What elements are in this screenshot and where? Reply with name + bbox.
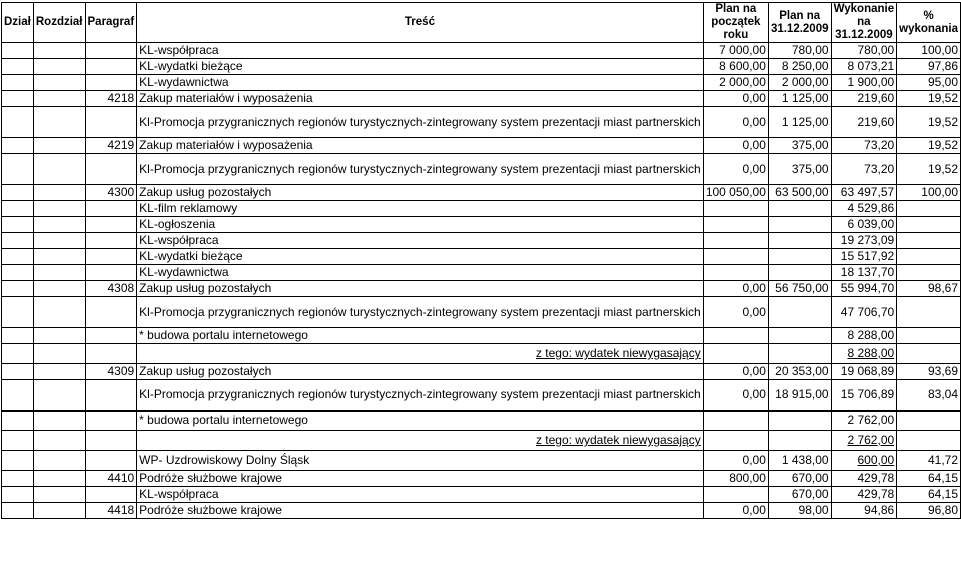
paragraf-cell: 4308 <box>85 281 137 297</box>
tresc-text: z tego: wydatek niewygasający <box>535 346 701 360</box>
plan-start-cell <box>703 328 768 344</box>
wykonanie-cell <box>831 411 897 431</box>
wykonanie-cell <box>831 75 897 91</box>
rozdzial-cell <box>33 503 85 519</box>
wykonanie-cell <box>831 138 897 154</box>
plan-end-cell: 56 750,00 <box>768 281 831 297</box>
dzial-cell <box>2 344 34 364</box>
dzial-cell <box>2 431 34 451</box>
tresc-text: Kl-Promocja przygranicznych regionów turystycznych-zintegrowany system prezentacji miast partnerskich <box>139 304 701 319</box>
dzial-cell <box>2 265 34 281</box>
table-row <box>2 411 961 431</box>
wykonanie-value: 73,20 <box>864 161 895 176</box>
tresc-text: Podróże służbowe krajowe <box>139 471 282 485</box>
header-rozdzial: Rozdział <box>33 3 85 43</box>
table-row <box>2 265 961 281</box>
wykonanie-value: 47 706,70 <box>840 304 895 319</box>
wykonanie-value: 73,20 <box>864 138 895 152</box>
procent-cell: 83,04 <box>897 380 961 411</box>
tresc-cell <box>137 471 704 487</box>
tresc-text: KL-współpraca <box>139 233 219 247</box>
rozdzial-cell <box>33 43 85 59</box>
paragraf-cell <box>85 75 137 91</box>
dzial-cell <box>2 364 34 380</box>
wykonanie-cell <box>831 503 897 519</box>
procent-cell: 93,69 <box>897 364 961 380</box>
budget-table <box>1 2 961 519</box>
table-row <box>2 503 961 519</box>
tresc-cell <box>137 91 704 107</box>
wykonanie-value: 429,78 <box>857 487 895 501</box>
tresc-text: KL-współpraca <box>139 43 219 57</box>
rozdzial-cell <box>33 233 85 249</box>
table-row <box>2 297 961 328</box>
procent-cell <box>897 411 961 431</box>
plan-end-cell: 63 500,00 <box>768 185 831 201</box>
procent-cell: 100,00 <box>897 185 961 201</box>
paragraf-cell <box>85 380 137 411</box>
plan-start-cell <box>703 344 768 364</box>
plan-start-cell: 0,00 <box>703 281 768 297</box>
paragraf-cell <box>85 217 137 233</box>
plan-end-cell <box>768 411 831 431</box>
plan-end-cell: 780,00 <box>768 43 831 59</box>
procent-cell: 64,15 <box>897 487 961 503</box>
wykonanie-cell <box>831 43 897 59</box>
dzial-cell <box>2 297 34 328</box>
paragraf-cell <box>85 201 137 217</box>
paragraf-cell <box>85 265 137 281</box>
wykonanie-value: 4 529,86 <box>847 201 895 215</box>
wykonanie-cell <box>831 201 897 217</box>
dzial-cell <box>2 217 34 233</box>
tresc-cell <box>137 107 704 138</box>
table-row <box>2 185 961 201</box>
wykonanie-cell <box>831 265 897 281</box>
dzial-cell <box>2 411 34 431</box>
tresc-cell <box>137 364 704 380</box>
rozdzial-cell <box>33 471 85 487</box>
wykonanie-cell <box>831 249 897 265</box>
wykonanie-cell <box>831 328 897 344</box>
tresc-cell <box>137 265 704 281</box>
wykonanie-value: 19 273,09 <box>840 233 895 247</box>
tresc-text: Zakup usług pozostałych <box>139 185 272 199</box>
procent-cell: 41,72 <box>897 451 961 471</box>
table-row <box>2 154 961 185</box>
rozdzial-cell <box>33 107 85 138</box>
wykonanie-value: 1 900,00 <box>847 75 895 89</box>
paragraf-cell <box>85 154 137 185</box>
plan-end-cell <box>768 265 831 281</box>
paragraf-cell <box>85 487 137 503</box>
dzial-cell <box>2 471 34 487</box>
header-dzial: Dział <box>2 3 34 43</box>
wykonanie-cell <box>831 487 897 503</box>
wykonanie-value: 18 137,70 <box>840 265 895 279</box>
dzial-cell <box>2 107 34 138</box>
paragraf-cell: 4309 <box>85 364 137 380</box>
procent-cell: 19,52 <box>897 91 961 107</box>
plan-start-cell <box>703 431 768 451</box>
rozdzial-cell <box>33 297 85 328</box>
tresc-cell <box>137 431 704 451</box>
wykonanie-cell <box>831 217 897 233</box>
tresc-cell <box>137 297 704 328</box>
table-body <box>2 43 961 519</box>
plan-end-cell: 18 915,00 <box>768 380 831 411</box>
wykonanie-cell <box>831 233 897 249</box>
tresc-text: Zakup usług pozostałych <box>139 364 272 378</box>
rozdzial-cell <box>33 217 85 233</box>
table-row <box>2 201 961 217</box>
table-row <box>2 487 961 503</box>
dzial-cell <box>2 281 34 297</box>
procent-cell: 19,52 <box>897 138 961 154</box>
plan-start-cell: 0,00 <box>703 503 768 519</box>
tresc-cell <box>137 75 704 91</box>
rozdzial-cell <box>33 344 85 364</box>
header-wykonanie: Wykonanie na 31.12.2009 <box>831 3 897 43</box>
tresc-cell <box>137 59 704 75</box>
procent-cell: 100,00 <box>897 43 961 59</box>
procent-cell <box>897 233 961 249</box>
wykonanie-value: 219,60 <box>857 91 895 105</box>
paragraf-cell <box>85 431 137 451</box>
tresc-cell <box>137 43 704 59</box>
tresc-cell <box>137 154 704 185</box>
dzial-cell <box>2 233 34 249</box>
table-row <box>2 107 961 138</box>
tresc-text: z tego: wydatek niewygasający <box>535 433 701 447</box>
tresc-text: * budowa portalu internetowego <box>139 413 308 428</box>
tresc-cell <box>137 411 704 431</box>
plan-end-cell: 20 353,00 <box>768 364 831 380</box>
rozdzial-cell <box>33 138 85 154</box>
tresc-text: Kl-Promocja przygranicznych regionów turystycznych-zintegrowany system prezentacji miast partnerskich <box>139 387 701 402</box>
wykonanie-value: 780,00 <box>857 43 895 57</box>
plan-end-cell: 670,00 <box>768 471 831 487</box>
dzial-cell <box>2 43 34 59</box>
procent-cell: 95,00 <box>897 75 961 91</box>
table-row <box>2 380 961 411</box>
wykonanie-cell <box>831 431 897 451</box>
paragraf-cell <box>85 233 137 249</box>
dzial-cell <box>2 75 34 91</box>
procent-cell <box>897 217 961 233</box>
dzial-cell <box>2 328 34 344</box>
paragraf-cell: 4219 <box>85 138 137 154</box>
wykonanie-cell <box>831 185 897 201</box>
procent-cell <box>897 249 961 265</box>
paragraf-cell <box>85 249 137 265</box>
tresc-text: KL-współpraca <box>139 487 219 501</box>
tresc-text: KL-wydawnictwa <box>139 265 229 279</box>
tresc-cell <box>137 249 704 265</box>
tresc-cell <box>137 344 704 364</box>
tresc-cell <box>137 503 704 519</box>
header-plan-end: Plan na 31.12.2009 <box>768 3 831 43</box>
plan-end-cell: 2 000,00 <box>768 75 831 91</box>
paragraf-cell: 4218 <box>85 91 137 107</box>
plan-start-cell <box>703 201 768 217</box>
plan-start-cell: 0,00 <box>703 297 768 328</box>
tresc-cell <box>137 138 704 154</box>
tresc-cell <box>137 487 704 503</box>
tresc-cell <box>137 201 704 217</box>
rozdzial-cell <box>33 154 85 185</box>
wykonanie-cell <box>831 364 897 380</box>
dzial-cell <box>2 380 34 411</box>
plan-end-cell <box>768 344 831 364</box>
plan-end-cell <box>768 217 831 233</box>
tresc-text: * budowa portalu internetowego <box>139 328 308 342</box>
plan-start-cell: 100 050,00 <box>703 185 768 201</box>
rozdzial-cell <box>33 265 85 281</box>
plan-start-cell: 0,00 <box>703 138 768 154</box>
wykonanie-value: 6 039,00 <box>847 217 895 231</box>
paragraf-cell <box>85 344 137 364</box>
procent-cell <box>897 328 961 344</box>
table-row <box>2 138 961 154</box>
wykonanie-cell <box>831 344 897 364</box>
table-row <box>2 249 961 265</box>
rozdzial-cell <box>33 487 85 503</box>
procent-cell: 64,15 <box>897 471 961 487</box>
wykonanie-value: 55 994,70 <box>840 281 895 295</box>
rozdzial-cell <box>33 185 85 201</box>
wykonanie-cell <box>831 451 897 471</box>
tresc-text: Podróże służbowe krajowe <box>139 503 282 517</box>
plan-start-cell: 0,00 <box>703 107 768 138</box>
paragraf-cell <box>85 43 137 59</box>
tresc-text: KL-wydatki bieżące <box>139 249 243 263</box>
rozdzial-cell <box>33 431 85 451</box>
rozdzial-cell <box>33 59 85 75</box>
tresc-text: Kl-Promocja przygranicznych regionów turystycznych-zintegrowany system prezentacji miast partnerskich <box>139 114 701 129</box>
tresc-text: KL-wydawnictwa <box>139 75 229 89</box>
tresc-text: Zakup materiałów i wyposażenia <box>139 91 313 105</box>
wykonanie-cell <box>831 281 897 297</box>
procent-cell <box>897 431 961 451</box>
dzial-cell <box>2 503 34 519</box>
paragraf-cell: 4418 <box>85 503 137 519</box>
paragraf-cell <box>85 107 137 138</box>
table-row <box>2 217 961 233</box>
wykonanie-cell <box>831 107 897 138</box>
table-row <box>2 281 961 297</box>
paragraf-cell: 4300 <box>85 185 137 201</box>
plan-start-cell <box>703 217 768 233</box>
table-row <box>2 344 961 364</box>
plan-start-cell: 0,00 <box>703 91 768 107</box>
plan-start-cell <box>703 249 768 265</box>
plan-end-cell: 375,00 <box>768 154 831 185</box>
rozdzial-cell <box>33 91 85 107</box>
rozdzial-cell <box>33 411 85 431</box>
plan-start-cell: 0,00 <box>703 154 768 185</box>
dzial-cell <box>2 487 34 503</box>
rozdzial-cell <box>33 249 85 265</box>
plan-end-cell: 670,00 <box>768 487 831 503</box>
table-row <box>2 91 961 107</box>
plan-start-cell: 0,00 <box>703 380 768 411</box>
wykonanie-value: 8 288,00 <box>847 328 895 342</box>
procent-cell <box>897 265 961 281</box>
wykonanie-cell <box>831 380 897 411</box>
tresc-cell <box>137 281 704 297</box>
wykonanie-cell <box>831 59 897 75</box>
paragraf-cell <box>85 297 137 328</box>
wykonanie-value: 8 288,00 <box>847 346 895 360</box>
plan-start-cell: 800,00 <box>703 471 768 487</box>
procent-cell: 98,67 <box>897 281 961 297</box>
dzial-cell <box>2 59 34 75</box>
plan-start-cell <box>703 265 768 281</box>
plan-start-cell <box>703 411 768 431</box>
rozdzial-cell <box>33 281 85 297</box>
wykonanie-cell <box>831 154 897 185</box>
table-row <box>2 43 961 59</box>
plan-start-cell: 0,00 <box>703 451 768 471</box>
plan-end-cell: 1 125,00 <box>768 91 831 107</box>
plan-end-cell: 1 438,00 <box>768 451 831 471</box>
tresc-cell <box>137 328 704 344</box>
rozdzial-cell <box>33 364 85 380</box>
procent-cell <box>897 201 961 217</box>
plan-start-cell: 2 000,00 <box>703 75 768 91</box>
dzial-cell <box>2 154 34 185</box>
plan-end-cell: 1 125,00 <box>768 107 831 138</box>
tresc-cell <box>137 233 704 249</box>
paragraf-cell: 4410 <box>85 471 137 487</box>
wykonanie-value: 2 762,00 <box>847 413 895 428</box>
procent-cell: 19,52 <box>897 154 961 185</box>
wykonanie-value: 219,60 <box>857 114 895 129</box>
tresc-cell <box>137 451 704 471</box>
plan-start-cell: 7 000,00 <box>703 43 768 59</box>
tresc-text: KL-film reklamowy <box>139 201 238 215</box>
dzial-cell <box>2 185 34 201</box>
table-row <box>2 328 961 344</box>
plan-end-cell <box>768 233 831 249</box>
rozdzial-cell <box>33 451 85 471</box>
procent-cell <box>897 297 961 328</box>
table-row <box>2 471 961 487</box>
table-row <box>2 233 961 249</box>
table-row <box>2 59 961 75</box>
table-row <box>2 431 961 451</box>
tresc-cell <box>137 217 704 233</box>
wykonanie-value: 15 517,92 <box>840 249 895 263</box>
procent-cell <box>897 344 961 364</box>
tresc-text: KL-ogłoszenia <box>139 217 216 231</box>
wykonanie-cell <box>831 471 897 487</box>
header-tresc: Treść <box>137 3 704 43</box>
rozdzial-cell <box>33 201 85 217</box>
plan-end-cell: 98,00 <box>768 503 831 519</box>
paragraf-cell <box>85 451 137 471</box>
wykonanie-value: 94,86 <box>864 503 895 517</box>
dzial-cell <box>2 138 34 154</box>
tresc-text: Zakup materiałów i wyposażenia <box>139 138 313 152</box>
plan-end-cell: 375,00 <box>768 138 831 154</box>
plan-end-cell <box>768 249 831 265</box>
procent-cell: 97,86 <box>897 59 961 75</box>
header-paragraf: Paragraf <box>85 3 137 43</box>
paragraf-cell <box>85 328 137 344</box>
plan-end-cell <box>768 201 831 217</box>
tresc-text: WP- Uzdrowiskowy Dolny Śląsk <box>139 453 310 467</box>
header-plan-start: Plan na początek roku <box>703 3 768 43</box>
tresc-text: Zakup usług pozostałych <box>139 281 272 295</box>
tresc-text: KL-wydatki bieżące <box>139 59 243 73</box>
plan-end-cell <box>768 431 831 451</box>
tresc-cell <box>137 380 704 411</box>
paragraf-cell <box>85 411 137 431</box>
tresc-text: Kl-Promocja przygranicznych regionów turystycznych-zintegrowany system prezentacji miast partnerskich <box>139 161 701 176</box>
plan-start-cell: 0,00 <box>703 364 768 380</box>
rozdzial-cell <box>33 75 85 91</box>
wykonanie-cell <box>831 91 897 107</box>
plan-start-cell <box>703 233 768 249</box>
wykonanie-cell <box>831 297 897 328</box>
plan-start-cell: 8 600,00 <box>703 59 768 75</box>
table-row <box>2 451 961 471</box>
paragraf-cell <box>85 59 137 75</box>
dzial-cell <box>2 451 34 471</box>
table-row <box>2 75 961 91</box>
rozdzial-cell <box>33 380 85 411</box>
wykonanie-value: 15 706,89 <box>840 387 895 402</box>
plan-end-cell: 8 250,00 <box>768 59 831 75</box>
procent-cell: 19,52 <box>897 107 961 138</box>
dzial-cell <box>2 249 34 265</box>
tresc-cell <box>137 185 704 201</box>
plan-start-cell <box>703 487 768 503</box>
wykonanie-value: 8 073,21 <box>847 59 895 73</box>
wykonanie-value: 19 068,89 <box>840 364 895 378</box>
dzial-cell <box>2 91 34 107</box>
header-procent: % wykonania <box>897 3 961 43</box>
wykonanie-value: 429,78 <box>857 471 895 485</box>
wykonanie-value: 600,00 <box>857 453 895 467</box>
plan-end-cell <box>768 328 831 344</box>
procent-cell: 96,80 <box>897 503 961 519</box>
plan-end-cell <box>768 297 831 328</box>
wykonanie-value: 2 762,00 <box>847 433 895 447</box>
wykonanie-value: 63 497,57 <box>840 185 895 199</box>
table-row <box>2 364 961 380</box>
rozdzial-cell <box>33 328 85 344</box>
dzial-cell <box>2 201 34 217</box>
